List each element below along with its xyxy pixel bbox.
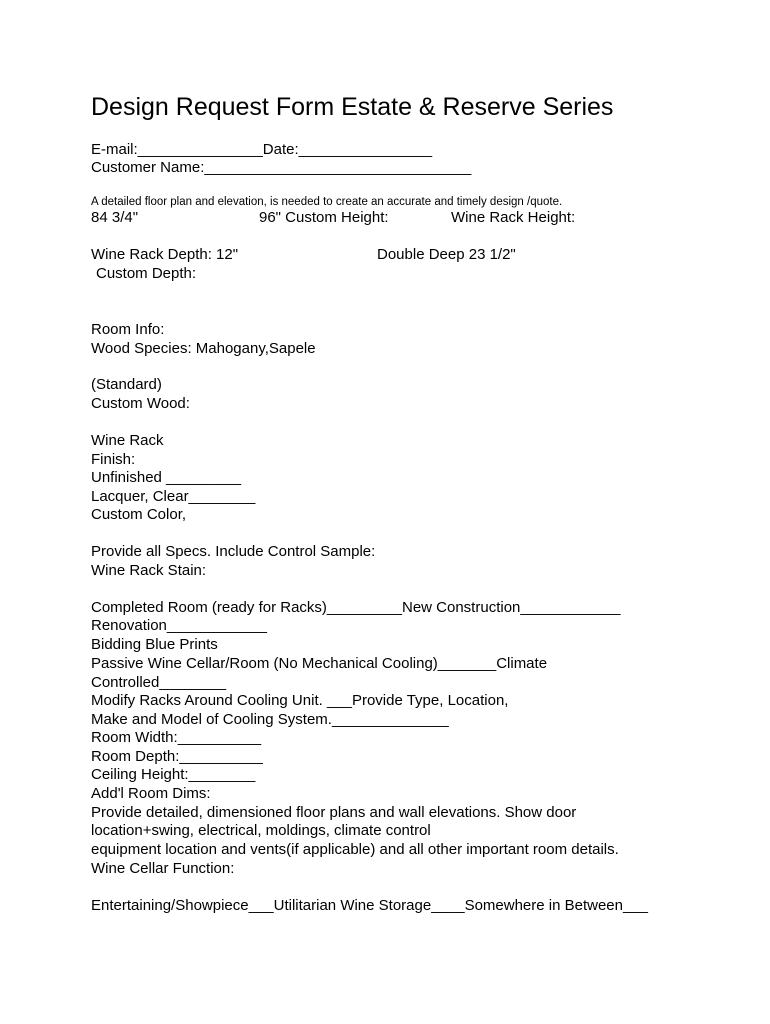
custom-color-line: Custom Color,: [91, 506, 187, 523]
wine-rack-line: Wine Rack: [91, 432, 164, 449]
room-detail-line: Controlled________: [91, 674, 227, 691]
custom-wood-line: Custom Wood:: [91, 395, 190, 412]
room-detail-line: Wine Cellar Function:: [91, 860, 235, 877]
room-detail-line: equipment location and vents(if applicable) and all other important room details.: [91, 841, 619, 858]
room-detail-line: Renovation____________: [91, 617, 267, 634]
wine-rack-stain-line: Wine Rack Stain:: [91, 562, 207, 579]
wine-rack-height-label: Wine Rack Height:: [451, 209, 576, 226]
customer-name-line: Customer Name:________________________________: [91, 159, 472, 176]
page-title: Design Request Form Estate & Reserve Series: [91, 93, 614, 121]
room-detail-line: Completed Room (ready for Racks)_________New Construction____________: [91, 599, 621, 616]
email-date-line: E-mail:_______________Date:________________: [91, 141, 433, 158]
floor-plan-note: A detailed floor plan and elevation, is needed to create an accurate and timely design /quote.: [91, 196, 563, 208]
room-detail-line: Ceiling Height:________: [91, 766, 256, 783]
provide-specs-line: Provide all Specs. Include Control Sample:: [91, 543, 376, 560]
function-options-line: Entertaining/Showpiece___Utilitarian Wine Storage____Somewhere in Between___: [91, 897, 649, 914]
height-option-2: 96" Custom Height:: [259, 209, 389, 226]
room-detail-line: location+swing, electrical, moldings, climate control: [91, 822, 431, 839]
room-detail-line: Make and Model of Cooling System.______________: [91, 711, 449, 728]
room-info-heading: Room Info:: [91, 321, 165, 338]
custom-depth-line: Custom Depth:: [96, 265, 197, 282]
unfinished-line: Unfinished _________: [91, 469, 242, 486]
double-deep-line: Double Deep 23 1/2": [377, 246, 516, 263]
finish-line: Finish:: [91, 451, 136, 468]
height-option-1: 84 3/4": [91, 209, 139, 226]
room-detail-line: Room Depth:__________: [91, 748, 263, 765]
room-detail-line: Modify Racks Around Cooling Unit. ___Provide Type, Location,: [91, 692, 509, 709]
room-detail-line: Passive Wine Cellar/Room (No Mechanical Cooling)_______Climate: [91, 655, 548, 672]
wood-species-line: Wood Species: Mahogany,Sapele: [91, 340, 316, 357]
room-detail-line: Bidding Blue Prints: [91, 636, 218, 653]
lacquer-clear-line: Lacquer, Clear________: [91, 488, 256, 505]
standard-line: (Standard): [91, 376, 162, 393]
wine-rack-depth-line: Wine Rack Depth: 12": [91, 246, 239, 263]
room-detail-line: Provide detailed, dimensioned floor plans and wall elevations. Show door: [91, 804, 577, 821]
room-detail-line: Add'l Room Dims:: [91, 785, 211, 802]
room-detail-line: Room Width:__________: [91, 729, 262, 746]
